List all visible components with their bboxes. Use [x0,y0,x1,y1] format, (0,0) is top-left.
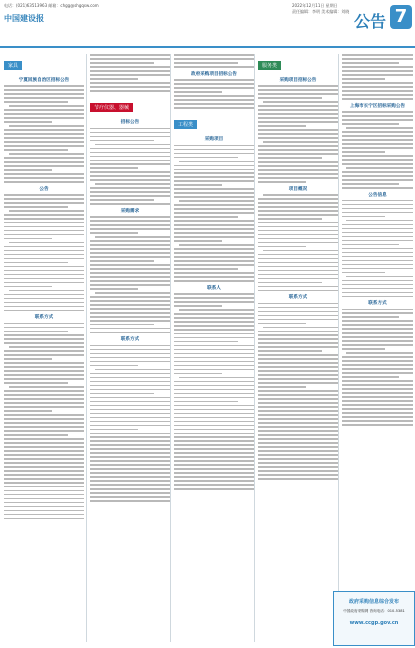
category-tag: 节疗仪器、器械 [90,103,133,112]
article-headline: 宁夏回族自治区招标公告 [18,78,70,83]
article-subhead: 联系方式 [120,337,140,343]
column-2 [90,52,170,644]
article-headline: 采购项目招标公告 [279,78,317,83]
article-headline: 招标公告 [120,120,140,126]
article-subhead: 公告 [39,186,49,192]
category-tag: 家具 [4,61,22,70]
article-subhead: 联系人 [207,285,221,291]
ad-box [333,591,415,646]
column-3 [174,52,254,644]
column-4 [258,52,338,644]
article-headline: 上海市长宁区招标采购公告 [349,103,406,109]
category-tag: 服务类 [258,61,281,70]
masthead [0,0,415,48]
article-subhead: 采购项目 [204,137,224,143]
article-subhead: 联系方式 [288,295,308,301]
article-subhead: 联系方式 [34,315,54,321]
section-title: 公告 [354,12,387,31]
ad-url[interactable]: www.ccgp.gov.cn [349,620,399,626]
page-number: 7 [390,5,412,29]
article-subhead: 项目概况 [288,186,308,192]
article-subhead: 联系方式 [368,301,387,307]
masthead-contact: 电话：(021)63513963 邮箱：chgg@shgqsw.com [4,3,99,8]
ad-title: 政府采购信息综合发布 [348,599,399,605]
article-headline: 政府采购项目招标公告 [191,71,237,77]
column-5 [342,52,413,588]
category-tag: 工程类 [174,120,197,129]
masthead-date: 2022年12月11日 星期日 [292,3,338,8]
masthead-editors: 责任编辑：李明 美术编辑：刘晓 [292,9,350,14]
article-subhead: 采购需求 [120,208,140,214]
ad-subtitle: 中国政府采购网 咨询电话：010-5381 [343,609,405,613]
article-subhead: 公告信息 [368,192,387,198]
newspaper-logo: 中国建设报 [4,13,44,23]
column-1 [4,52,84,644]
